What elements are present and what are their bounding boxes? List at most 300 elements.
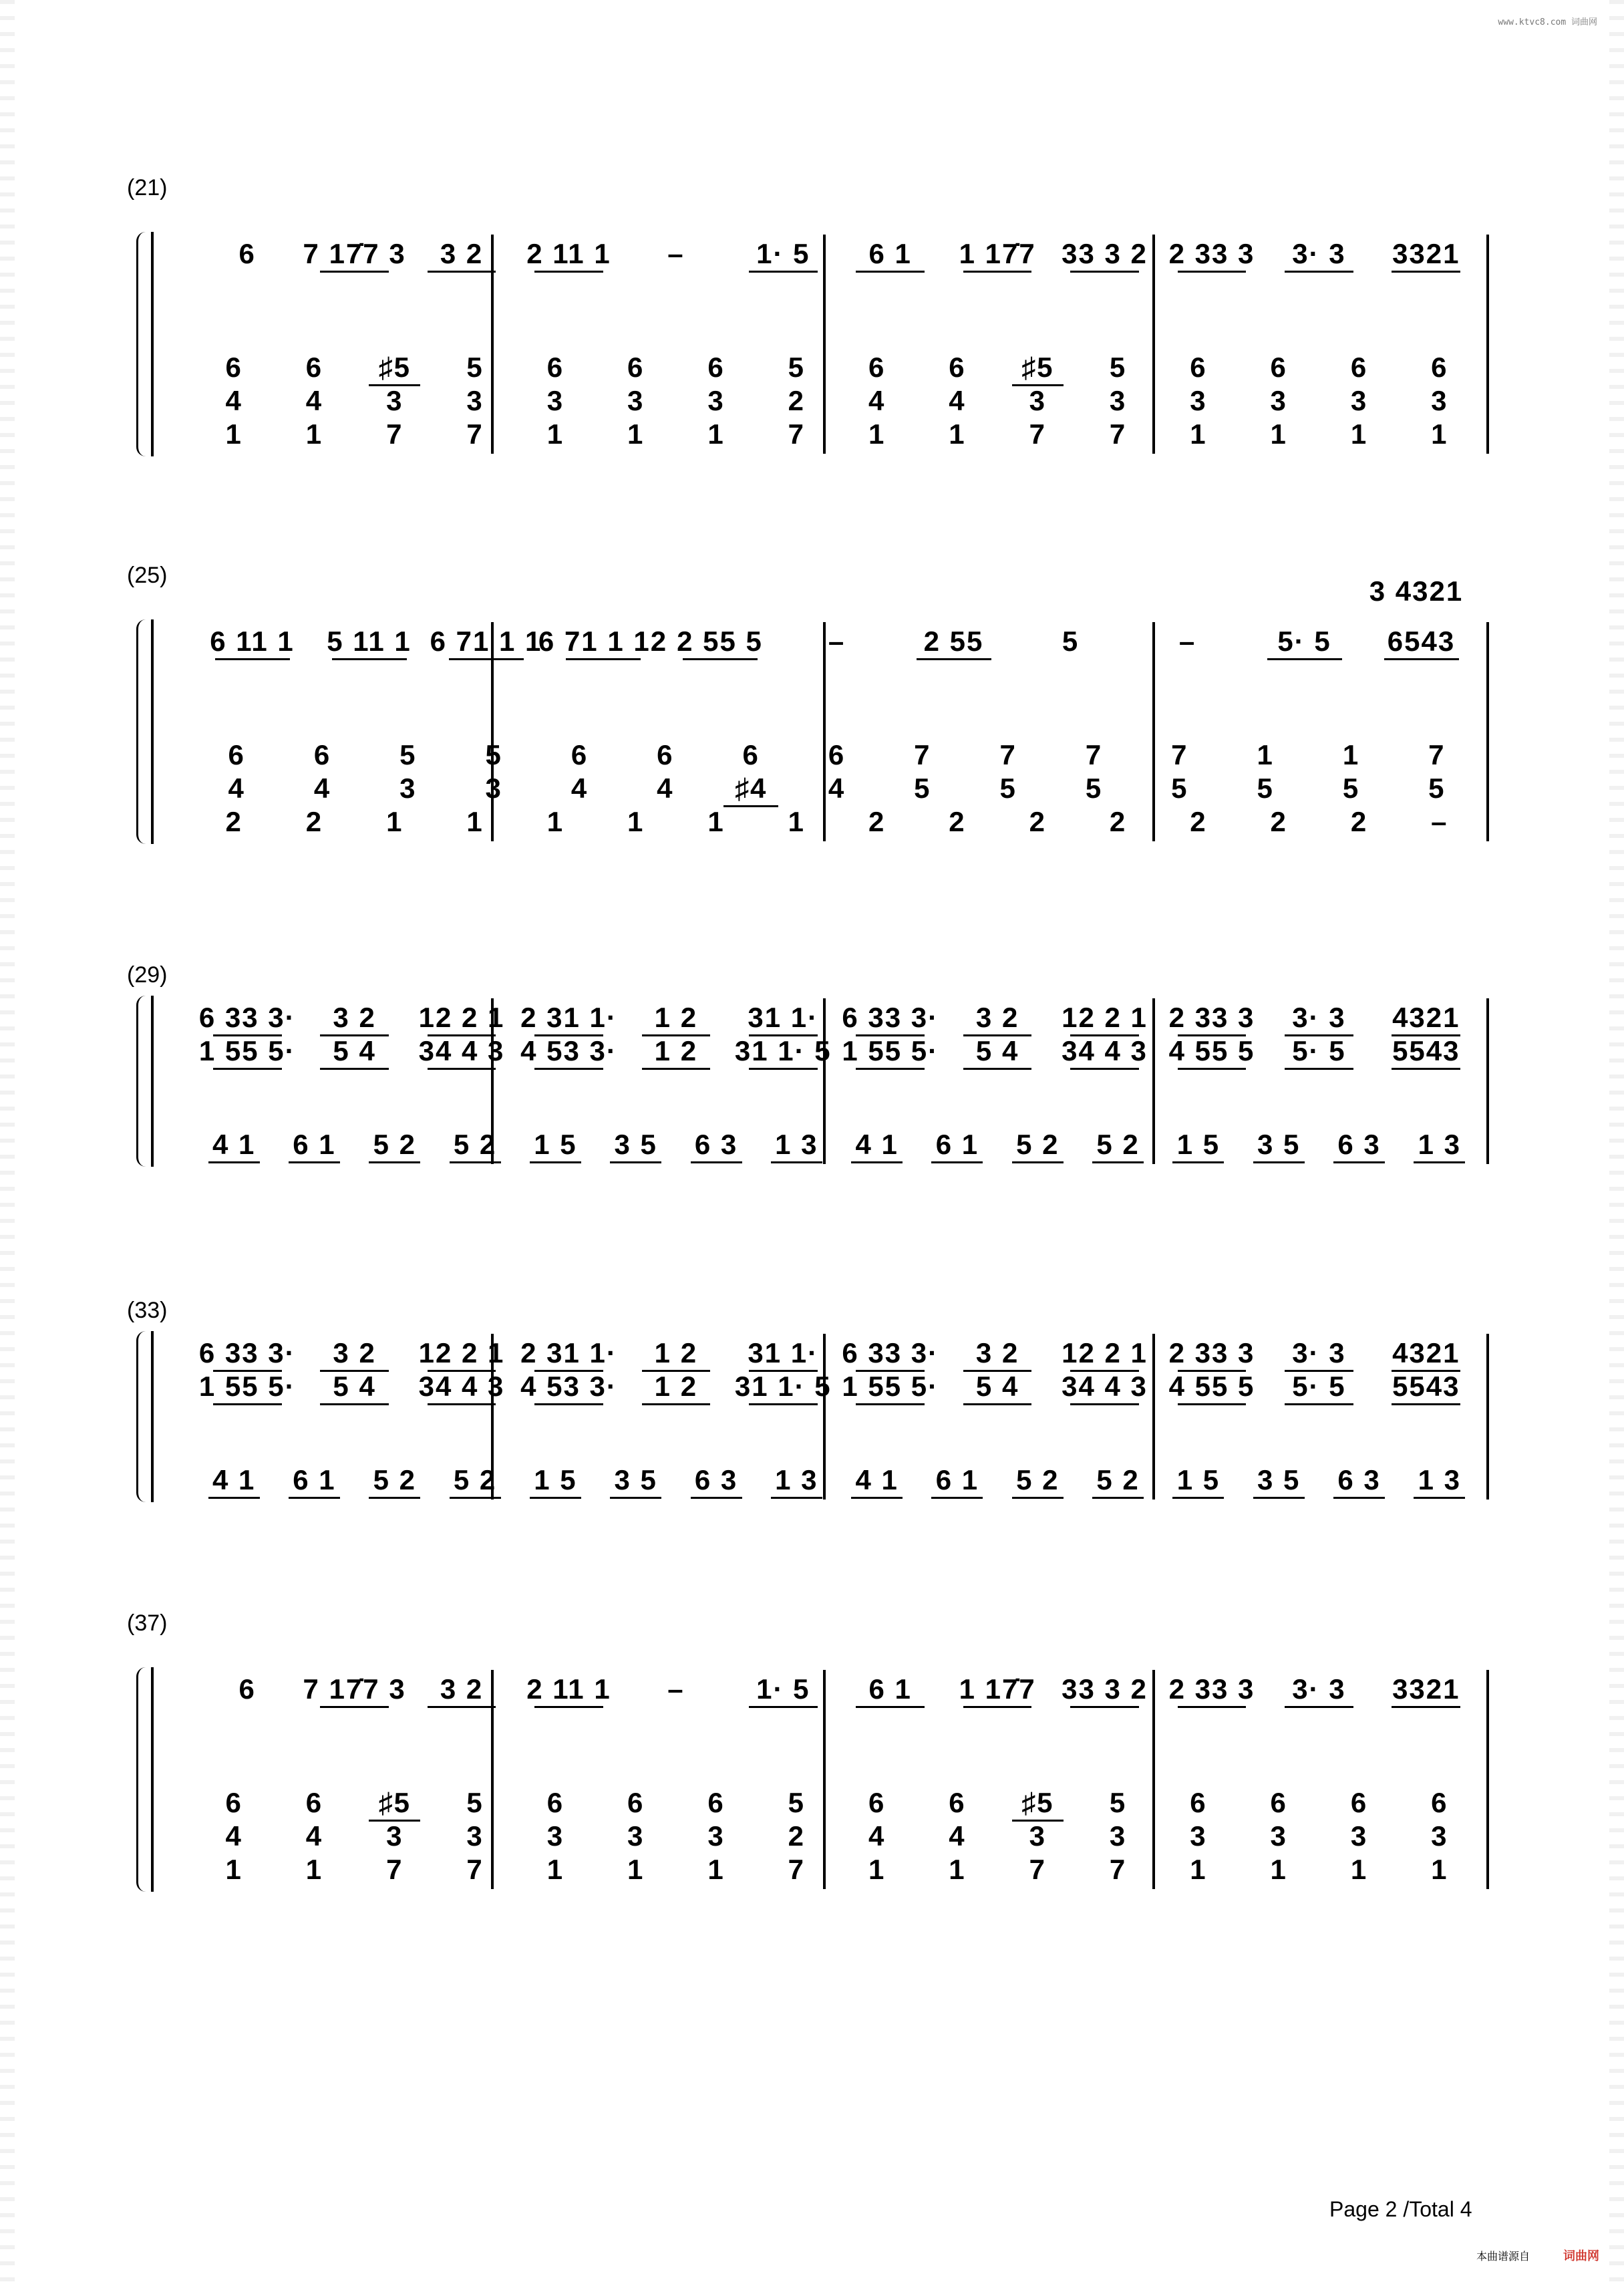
- note-group: 6 3: [1337, 1129, 1381, 1160]
- note-group: 7: [466, 1854, 484, 1885]
- note-group: 1: [707, 806, 725, 837]
- beam-underline: [369, 1497, 420, 1499]
- note-group: 6: [313, 739, 331, 770]
- note-group: 6: [1431, 351, 1448, 383]
- beam-underline: [450, 1497, 501, 1499]
- note-group: 1: [1342, 739, 1360, 770]
- note-group: 1: [1431, 418, 1448, 450]
- note-group: 7 17̇7 3: [303, 238, 406, 269]
- note-group: 6: [238, 238, 256, 269]
- beam-underline: [749, 1706, 818, 1708]
- note-group: 1 2: [654, 1371, 698, 1402]
- note-group: ♯5: [378, 351, 411, 383]
- note-group: 1: [225, 418, 242, 450]
- note-group: 3: [1270, 1820, 1287, 1852]
- note-group: 1: [1257, 739, 1274, 770]
- beam-underline: [851, 1161, 903, 1163]
- note-group: 3· 3: [1292, 1002, 1346, 1033]
- beam-underline: [534, 1706, 603, 1708]
- note-group: 1: [466, 806, 484, 837]
- beam-underline: [931, 1497, 983, 1499]
- note-group: 2: [1029, 806, 1046, 837]
- note-group: 5 2: [453, 1464, 497, 1495]
- beam-underline: [1092, 1497, 1144, 1499]
- note-group: 4321: [1392, 1002, 1460, 1033]
- beam-underline: [213, 1068, 282, 1070]
- note-group: 6 71 1 12: [538, 625, 668, 657]
- beam-underline: [1178, 1403, 1247, 1405]
- note-group: 2 31 1·: [520, 1002, 617, 1033]
- beam-underline: [1392, 271, 1460, 273]
- note-group: 3 2: [975, 1337, 1019, 1369]
- note-group: 4: [657, 772, 674, 804]
- note-group: 3: [466, 1820, 484, 1852]
- note-group: ♯5: [1021, 1787, 1054, 1818]
- beam-underline: [1285, 1706, 1353, 1708]
- beam-underline: [1285, 1403, 1353, 1405]
- note-group: 2: [949, 806, 966, 837]
- note-group: 1: [949, 1854, 966, 1885]
- beam-underline: [1012, 1497, 1064, 1499]
- music-system: [0, 962, 1624, 1183]
- beam-underline: [534, 1403, 603, 1405]
- note-group: 6 33 3·: [198, 1002, 296, 1033]
- note-group: 5: [999, 772, 1017, 804]
- note-group: 4: [225, 1820, 242, 1852]
- beam-underline: [530, 1497, 581, 1499]
- music-system: [0, 563, 1624, 857]
- note-group: 6 1: [868, 238, 912, 269]
- note-group: 6: [1270, 351, 1287, 383]
- beam-underline: [1333, 1161, 1385, 1163]
- beam-underline: [851, 1497, 903, 1499]
- note-group: 4 1: [855, 1129, 899, 1160]
- note-group: 2 11 1: [526, 238, 611, 269]
- note-group: 1 55 5·: [198, 1371, 296, 1402]
- beam-underline: [963, 1706, 1032, 1708]
- note-group: 7: [999, 739, 1017, 770]
- note-group: ♯4: [734, 772, 768, 804]
- accompaniment-row: [0, 1465, 1624, 1495]
- note-group: 1 3: [1418, 1464, 1462, 1495]
- note-group: 3: [1431, 385, 1448, 416]
- beam-underline: [749, 1403, 818, 1405]
- note-group: 4 1: [855, 1464, 899, 1495]
- note-group: 6 1: [935, 1464, 979, 1495]
- note-group: 6 3: [694, 1129, 738, 1160]
- note-group: 6: [949, 351, 966, 383]
- note-group: 4 55 5: [1168, 1035, 1255, 1066]
- note-group: 3: [1190, 1820, 1207, 1852]
- beam-underline: [856, 1706, 925, 1708]
- note-group: 1: [305, 418, 323, 450]
- music-system: [0, 175, 1624, 482]
- note-group: 6 1: [293, 1464, 336, 1495]
- note-group: 31 1·: [748, 1002, 819, 1033]
- note-group: 5 2: [373, 1129, 416, 1160]
- note-group: 1: [707, 1854, 725, 1885]
- beam-underline: [917, 658, 991, 660]
- note-group: 3: [466, 385, 484, 416]
- note-group: 5 11 1: [327, 625, 412, 657]
- note-group: 7: [788, 418, 806, 450]
- accompaniment-row: [0, 1036, 1624, 1066]
- note-group: –: [828, 625, 846, 657]
- note-group: –: [667, 238, 685, 269]
- note-group: 6: [1350, 1787, 1368, 1818]
- note-group: 7: [914, 739, 931, 770]
- accompaniment-row: [0, 1854, 1624, 1885]
- note-group: 3: [1270, 385, 1287, 416]
- note-group: –: [667, 1673, 685, 1705]
- note-group: 6 1: [868, 1673, 912, 1705]
- melody-row: [0, 1002, 1624, 1033]
- note-group: 3 2: [333, 1002, 376, 1033]
- note-group: 5: [788, 351, 806, 383]
- upper-notes: 3 4321: [1369, 575, 1464, 607]
- note-group: 2 33 3: [1168, 1673, 1255, 1705]
- beam-underline: [1172, 1497, 1224, 1499]
- note-group: 3 2: [440, 1673, 484, 1705]
- note-group: 12 2 1: [1062, 1337, 1148, 1369]
- beam-underline: [691, 1161, 742, 1163]
- note-group: 5 4: [333, 1035, 376, 1066]
- note-group: 6 11 1: [210, 625, 295, 657]
- note-group: 1: [546, 1854, 564, 1885]
- source-note: 本曲谱源自: [1476, 2251, 1530, 2263]
- note-group: 2 33 3: [1168, 238, 1255, 269]
- note-group: 6: [828, 739, 846, 770]
- note-group: 1 5: [1176, 1129, 1221, 1160]
- beam-underline: [771, 1497, 822, 1499]
- note-group: 3: [399, 772, 417, 804]
- melody-row: [0, 626, 1624, 657]
- note-group: 3 2: [333, 1337, 376, 1369]
- beam-underline: [683, 658, 758, 660]
- beam-underline: [428, 1403, 496, 1405]
- note-group: 1: [386, 806, 403, 837]
- note-group: 1: [788, 806, 806, 837]
- note-group: 5 4: [333, 1371, 376, 1402]
- note-group: 5: [914, 772, 931, 804]
- note-group: 5: [466, 1787, 484, 1818]
- beam-underline: [1267, 658, 1342, 660]
- beam-underline: [449, 658, 524, 660]
- beam-underline: [856, 271, 925, 273]
- note-group: 2: [1109, 806, 1127, 837]
- note-group: 5: [788, 1787, 806, 1818]
- note-group: 6: [305, 1787, 323, 1818]
- beam-underline: [963, 1068, 1032, 1070]
- note-group: 3 5: [1257, 1129, 1301, 1160]
- note-group: 2 31 1·: [520, 1337, 617, 1369]
- note-group: 2: [788, 1820, 806, 1852]
- note-group: 2: [788, 385, 806, 416]
- note-group: 5: [1085, 772, 1103, 804]
- note-group: 3: [1190, 385, 1207, 416]
- note-group: 33 3 2: [1062, 238, 1148, 269]
- note-group: 6: [707, 351, 725, 383]
- note-group: 1: [627, 1854, 645, 1885]
- note-group: 4 55 5: [1168, 1371, 1255, 1402]
- note-group: 6: [228, 739, 245, 770]
- beam-underline: [1070, 1706, 1139, 1708]
- note-group: 1: [1350, 1854, 1368, 1885]
- note-group: 5543: [1392, 1371, 1460, 1402]
- note-group: 6 3: [1337, 1464, 1381, 1495]
- note-group: 34 4 3: [1062, 1035, 1148, 1066]
- note-group: 7 17̇7 3: [303, 1673, 406, 1705]
- accompaniment-row: [0, 807, 1624, 837]
- beam-underline: [1070, 1068, 1139, 1070]
- beam-underline: [1172, 1161, 1224, 1163]
- note-group: 1: [225, 1854, 242, 1885]
- note-group: 3: [485, 772, 502, 804]
- beam-underline: [369, 1161, 420, 1163]
- note-group: 4: [571, 772, 589, 804]
- beam-underline: [963, 271, 1032, 273]
- note-group: 4 53 3·: [520, 1035, 617, 1066]
- beam-underline: [215, 658, 290, 660]
- beam-underline: [1285, 1068, 1353, 1070]
- note-group: 6: [1190, 1787, 1207, 1818]
- note-group: 3: [1350, 385, 1368, 416]
- note-group: 3· 3: [1292, 1337, 1346, 1369]
- note-group: 5 4: [975, 1371, 1019, 1402]
- note-group: 3: [1029, 385, 1046, 416]
- note-group: 1: [546, 806, 564, 837]
- beam-underline: [610, 1497, 661, 1499]
- note-group: 3: [627, 1820, 645, 1852]
- note-group: 1: [305, 1854, 323, 1885]
- note-group: 3· 3: [1292, 1673, 1346, 1705]
- note-group: 3: [546, 1820, 564, 1852]
- note-group: 2: [868, 806, 886, 837]
- beam-underline: [1253, 1161, 1305, 1163]
- note-group: 3 5: [614, 1464, 657, 1495]
- note-group: 7: [788, 1854, 806, 1885]
- note-group: 5: [1109, 351, 1127, 383]
- beam-underline: [320, 1068, 389, 1070]
- note-group: 1 3: [775, 1464, 818, 1495]
- note-group: 1: [1190, 418, 1207, 450]
- beam-underline: [1178, 271, 1247, 273]
- note-group: 5: [485, 739, 502, 770]
- note-group: 6: [546, 351, 564, 383]
- note-group: 4: [949, 1820, 966, 1852]
- note-group: 3: [1109, 1820, 1127, 1852]
- note-group: 6: [949, 1787, 966, 1818]
- note-group: 4: [828, 772, 846, 804]
- note-group: 1 17̇7: [959, 238, 1036, 269]
- note-group: 5 2: [1016, 1464, 1060, 1495]
- accompaniment-row: [0, 740, 1624, 770]
- beam-underline: [749, 271, 818, 273]
- note-group: 2: [225, 806, 242, 837]
- note-group: 5 2: [1096, 1129, 1140, 1160]
- note-group: 12 2 1: [418, 1337, 505, 1369]
- note-group: 1 2: [654, 1337, 698, 1369]
- beam-underline: [566, 658, 641, 660]
- beam-underline: [856, 1068, 925, 1070]
- site-logo: 词曲网: [1563, 2249, 1599, 2263]
- note-group: –: [1431, 806, 1448, 837]
- accompaniment-row: [0, 773, 1624, 804]
- note-group: 3: [1109, 385, 1127, 416]
- note-group: 5: [466, 351, 484, 383]
- note-group: 3: [707, 1820, 725, 1852]
- beam-underline: [208, 1497, 260, 1499]
- melody-row: [0, 1338, 1624, 1369]
- note-group: 6: [305, 351, 323, 383]
- note-group: 31 1· 5: [734, 1371, 832, 1402]
- note-group: 1· 5: [756, 1673, 810, 1705]
- beam-underline: [963, 1403, 1032, 1405]
- note-group: 1: [707, 418, 725, 450]
- note-group: 6: [225, 1787, 242, 1818]
- beam-underline: [1178, 1706, 1247, 1708]
- note-group: 1 55 5·: [842, 1371, 939, 1402]
- note-group: 6 33 3·: [842, 1002, 939, 1033]
- note-group: 1: [627, 418, 645, 450]
- note-group: 1: [1270, 418, 1287, 450]
- beam-underline: [534, 271, 603, 273]
- note-group: 5: [1109, 1787, 1127, 1818]
- note-group: 4: [228, 772, 245, 804]
- beam-underline: [856, 1403, 925, 1405]
- note-group: 2: [1270, 806, 1287, 837]
- note-group: 7: [1109, 418, 1127, 450]
- note-group: 1: [1350, 418, 1368, 450]
- note-group: 6: [225, 351, 242, 383]
- note-group: 5: [1171, 772, 1188, 804]
- melody-row: [0, 239, 1624, 269]
- page-number: Page 2 /Total 4: [1329, 2197, 1472, 2221]
- note-group: 4: [949, 385, 966, 416]
- note-group: 4: [305, 385, 323, 416]
- note-group: 6: [1190, 351, 1207, 383]
- beam-underline: [749, 1068, 818, 1070]
- note-group: 31 1· 5: [734, 1035, 832, 1066]
- note-group: 6: [742, 739, 760, 770]
- measure-number: (29): [127, 962, 168, 988]
- note-group: 4 1: [212, 1129, 256, 1160]
- beam-underline: [332, 658, 407, 660]
- beam-underline: [691, 1497, 742, 1499]
- note-group: 5: [1342, 772, 1360, 804]
- beam-underline: [289, 1497, 340, 1499]
- note-group: 7: [386, 418, 403, 450]
- note-group: 5: [1062, 625, 1080, 657]
- note-group: 3 2: [975, 1002, 1019, 1033]
- note-group: 6: [546, 1787, 564, 1818]
- note-group: 3: [386, 385, 403, 416]
- note-group: 6: [868, 1787, 886, 1818]
- beam-underline: [428, 1068, 496, 1070]
- note-group: 5· 5: [1277, 625, 1331, 657]
- note-group: 1: [1270, 1854, 1287, 1885]
- note-group: 5: [1257, 772, 1274, 804]
- note-group: 2 55: [923, 625, 984, 657]
- note-group: 1: [627, 806, 645, 837]
- beam-underline: [1392, 1068, 1460, 1070]
- note-group: 4 53 3·: [520, 1371, 617, 1402]
- note-group: 6: [238, 1673, 256, 1705]
- note-group: 6: [1431, 1787, 1448, 1818]
- accompaniment-row: [0, 1129, 1624, 1160]
- note-group: 6 71 1 1: [430, 625, 542, 657]
- beam-underline: [320, 1706, 389, 1708]
- beam-underline: [1285, 271, 1353, 273]
- beam-underline: [1070, 271, 1139, 273]
- beam-underline: [1092, 1161, 1144, 1163]
- note-group: 7: [466, 418, 484, 450]
- note-group: 5: [399, 739, 417, 770]
- accompaniment-row: [0, 1371, 1624, 1402]
- note-group: 1 2: [654, 1002, 698, 1033]
- note-group: 3: [546, 385, 564, 416]
- beam-underline: [428, 271, 496, 273]
- beam-underline: [530, 1161, 581, 1163]
- note-group: 1 55 5·: [842, 1035, 939, 1066]
- note-group: 3: [627, 385, 645, 416]
- note-group: 2: [305, 806, 323, 837]
- measure-number: (37): [127, 1610, 168, 1636]
- note-group: 1: [546, 418, 564, 450]
- beam-underline: [1070, 1403, 1139, 1405]
- accompaniment-row: [0, 419, 1624, 450]
- note-group: 7: [1171, 739, 1188, 770]
- note-group: 1: [1431, 1854, 1448, 1885]
- melody-row: [0, 1674, 1624, 1705]
- note-group: ♯5: [1021, 351, 1054, 383]
- note-group: 5 2: [373, 1464, 416, 1495]
- beam-underline: [1392, 1403, 1460, 1405]
- note-group: 3321: [1392, 238, 1460, 269]
- beam-underline: [1414, 1161, 1465, 1163]
- note-group: 2: [1190, 806, 1207, 837]
- note-group: 7: [1029, 418, 1046, 450]
- beam-underline: [320, 1403, 389, 1405]
- note-group: 6543: [1387, 625, 1456, 657]
- measure-number: (21): [127, 175, 168, 200]
- beam-underline: [534, 1068, 603, 1070]
- note-group: 5· 5: [1292, 1371, 1346, 1402]
- note-group: 3321: [1392, 1673, 1460, 1705]
- note-group: 2 33 3: [1168, 1002, 1255, 1033]
- note-group: 5 2: [453, 1129, 497, 1160]
- note-group: 6: [1270, 1787, 1287, 1818]
- note-group: 6 3: [694, 1464, 738, 1495]
- accompaniment-row: [0, 1788, 1624, 1818]
- note-group: 5 2: [1096, 1464, 1140, 1495]
- note-group: 5 4: [975, 1035, 1019, 1066]
- note-group: ♯5: [378, 1787, 411, 1818]
- beam-underline: [1012, 1161, 1064, 1163]
- beam-underline: [1392, 1706, 1460, 1708]
- note-group: 7: [1428, 739, 1446, 770]
- note-group: 34 4 3: [1062, 1371, 1148, 1402]
- note-group: 1: [949, 418, 966, 450]
- note-group: 1: [868, 1854, 886, 1885]
- note-group: 1 5: [534, 1464, 577, 1495]
- note-group: 7: [1029, 1854, 1046, 1885]
- beam-underline: [213, 1403, 282, 1405]
- note-group: 12 2 1: [418, 1002, 505, 1033]
- note-group: 34 4 3: [418, 1035, 505, 1066]
- note-group: –: [1178, 625, 1196, 657]
- note-group: 3: [707, 385, 725, 416]
